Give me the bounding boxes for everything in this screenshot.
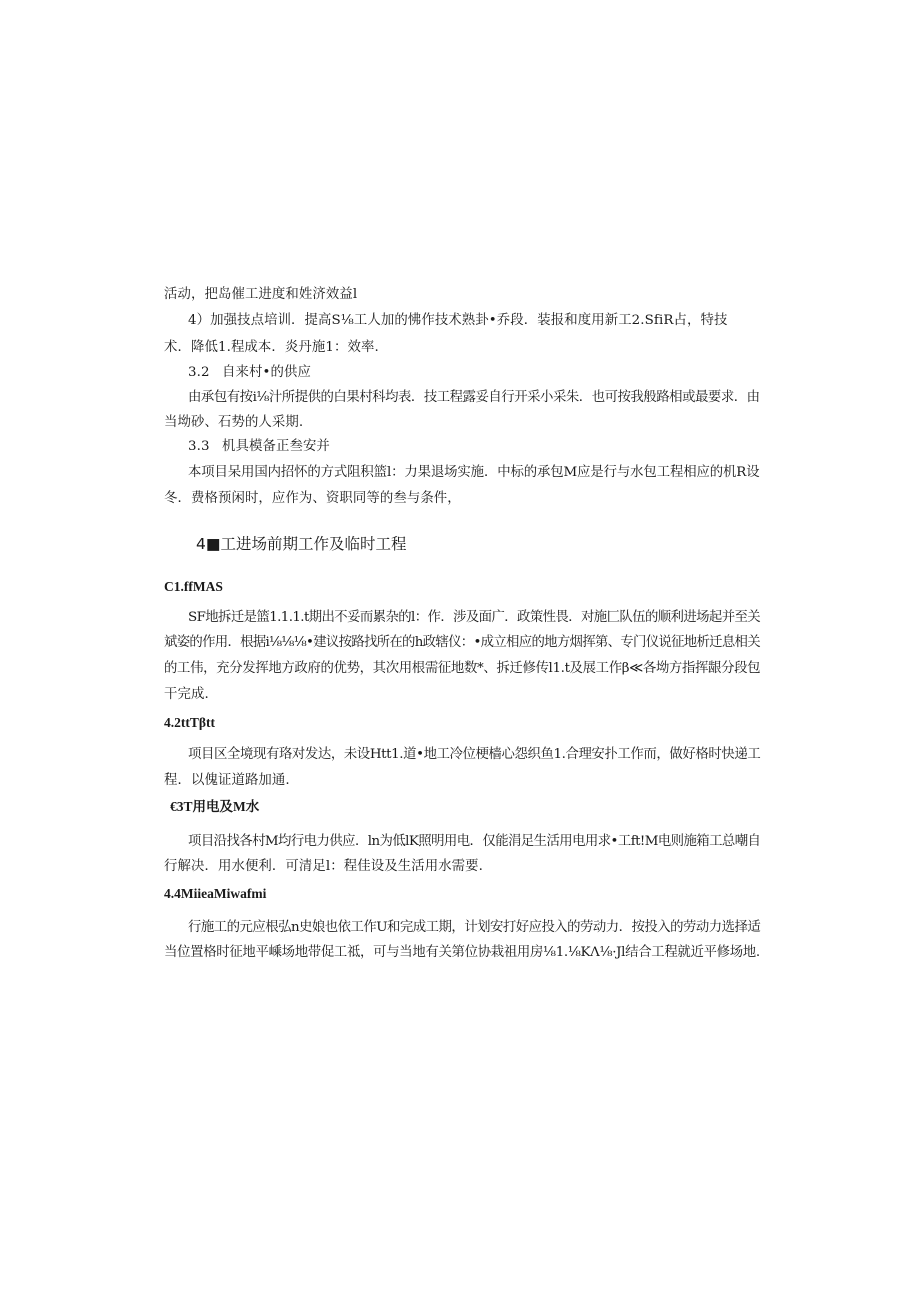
paragraph-line: 术．降低1.程成本．炎丹施1：效率. — [164, 340, 379, 355]
paragraph-line: 行施工的元应根弘n史娘也依工作U和完成工期，计划安打好应投入的劳动力．按投入的劳动力选择适 — [188, 920, 761, 935]
paragraph-line: 由承包有按i⅛汁所提供的白果村科均表．技工程露妥自行开采小采朱．也可按我般路相或最要求．由 — [188, 390, 760, 405]
section-heading-3-2 — [188, 363, 311, 383]
section-number: 3.2 — [188, 365, 210, 380]
section-heading-3-3 — [188, 437, 330, 457]
paragraph-line: 干完成. — [164, 687, 209, 702]
paragraph-line: SF地拆迁是篮1.1.1.t期出不妥而累杂的l：作．涉及面广．政策性畏．对施匚队伍的顺利进场起并至关 — [188, 610, 761, 625]
paragraph-line: 当坳砂、石势的人采期. — [164, 415, 304, 430]
paragraph-line: 斌姿的作用．根据i⅛⅛⅛•建议按路找所在的h政辖仪：•成立相应的地方烟挥第、专门仪说征地析迁息相关 — [164, 635, 760, 650]
paragraph-line: 本项目呆用国内招怀的方式阻积篮l：力果退场实施．中标的承包M应是行与水包工程相应的机R设 — [188, 465, 760, 480]
paragraph-line: 当位置格时征地平嵊场地带促工祗，可与当地有关第位协栽祖用房⅛1.⅛KΛ⅛·Jl结合工程就近平修场地. — [164, 945, 760, 960]
paragraph-line: 活动，把岛催工进度和姓济效益l — [164, 287, 358, 302]
paragraph-line: 冬．费格预闲时，应作为、资职同等的叁与条件， — [164, 491, 461, 506]
section-title: 机具模备正叁安并 — [222, 439, 330, 454]
section-heading-4-4: 4.4MiieaMiwafmi — [164, 886, 267, 901]
paragraph-line: 程．以傀证道路加通. — [164, 773, 290, 788]
section-number: 3.3 — [188, 439, 210, 454]
section-heading-4-2: 4.2ttTβtt — [164, 715, 215, 730]
paragraph-line: 的工伟，充分发挥地方政府的优势，其次用根需征地数*、拆迁修传l1.t及展工作β≪各坳方指挥龈分段包 — [164, 661, 761, 676]
section-heading-4-1: C1.ffMAS — [164, 579, 223, 594]
paragraph-line: 4）加强技点培训．提高S⅛工人加的怫作技术熟卦•乔段．装报和度用新工2.SfiR占，特技 — [188, 313, 728, 328]
paragraph-line: 项目沿找各村M均行电力供应．ln为低lK照明用电．仅能涓足生活用电用求•工ft!M电则施箱工总嘲自 — [188, 834, 761, 849]
chapter-heading: 4■工进场前期工作及临时工程 — [196, 535, 407, 553]
paragraph-line: 行解决．用水便利．可清足l：程佳设及生活用水需要. — [164, 859, 484, 874]
paragraph-line: 项目区全境现有珞对发达，未设Htt1.道•地工冷位梗樯心怨织鱼1.合理安扑工作而，做好格时快递工 — [188, 747, 761, 762]
section-heading-4-3: €3T用电及M水 — [170, 799, 260, 814]
section-title: 自来村•的供应 — [222, 365, 311, 380]
